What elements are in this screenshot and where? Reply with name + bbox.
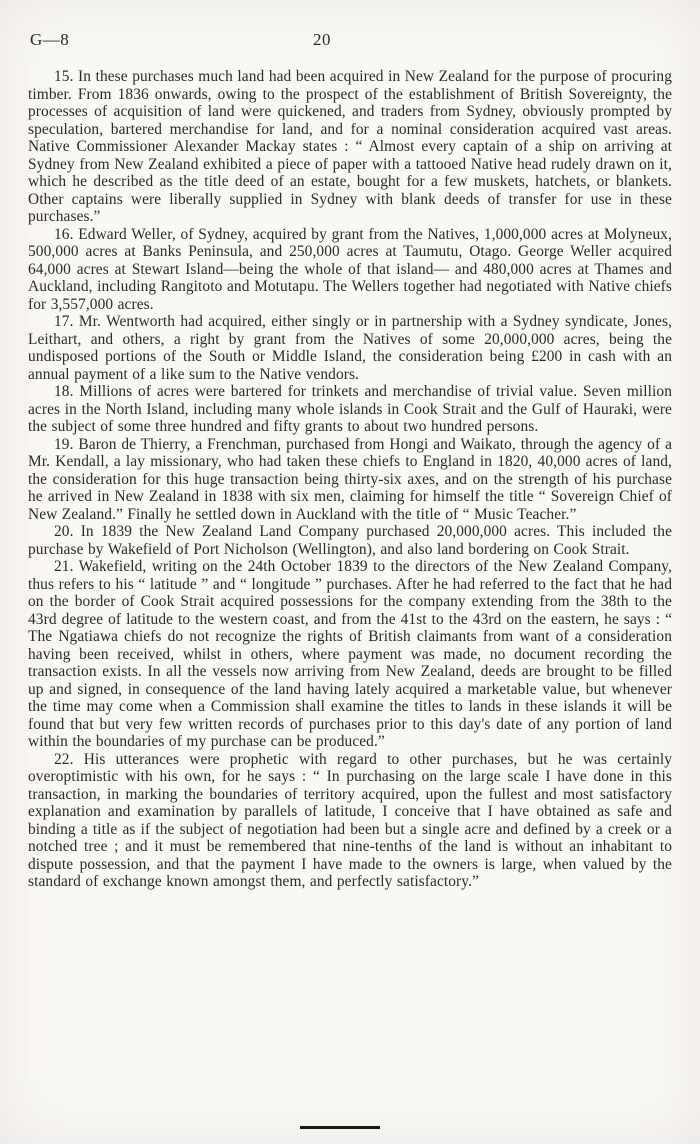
paragraph-15: 15. In these purchases much land had been acquired in New Zealand for the purpose of procuring timber. From 1836 onwards, owing to the prospect of the establishment of British Sovereignty, the processes of acquisition of land were quickened, and traders from Sydney, obviously prompted by speculation, bartered merchandise for land, and for a nominal consideration acquired vast areas. Native Commissioner Alexander Mackay states : “ Almost every captain of a ship on arriving at Sydney from New Zealand exhibited a piece of paper with a tattooed Native head rudely drawn on it, which he described as the title deed of an estate, bought for a few muskets, hatchets, or blankets. Other captains were liberally supplied in Sydney with blank deeds of transfer for use in these purchases.” bbox=[28, 68, 672, 225]
footer-rule bbox=[300, 1126, 380, 1129]
paragraph-17: 17. Mr. Wentworth had acquired, either singly or in partnership with a Sydney syndicate, Jones, Leithart, and others, a right by grant from the Natives of some 20,000,000 acres, being the undisposed portions of the South or Middle Island, the consideration being £200 in cash with an annual payment of a like sum to the Native vendors. bbox=[28, 313, 672, 383]
paragraph-21: 21. Wakefield, writing on the 24th October 1839 to the directors of the New Zealand Company, thus refers to his “ latitude ” and “ longitude ” purchases. After he had referred to the fact that he had on the border of Cook Strait acquired possessions for the company extending from the 38th to the 43rd degree of latitude to the western coast, and from the 41st to the 43rd on the eastern, he says : “ The Ngatiawa chiefs do not recognize the rights of British claimants from want of a consideration having been received, whilst in others, where payment was made, no document recording the transaction exists. In all the vessels now arriving from New Zealand, deeds are brought to be filled up and signed, in consequence of the land having lately acquired a marketable value, but whenever the time may come when a Commission shall examine the titles to lands in these islands it will be found that but very few written records of purchases prior to this day's date of any portion of land within the boundaries of my purchase can be produced.” bbox=[28, 558, 672, 750]
section-signature: G—8 bbox=[30, 30, 70, 49]
paragraph-16: 16. Edward Weller, of Sydney, acquired by grant from the Natives, 1,000,000 acres at Molyneux, 500,000 acres at Banks Peninsula, and 250,000 acres at Taumutu, Otago. George Weller acquired 64,000 acres at Stewart Island—being the whole of that island— and 480,000 acres at Thames and Auckland, including Rangitoto and Motutapu. The Wellers together had negotiated with Native chiefs for 3,557,000 acres. bbox=[28, 225, 672, 313]
page-header bbox=[28, 30, 672, 54]
page-number: 20 bbox=[313, 30, 331, 49]
paragraph-22: 22. His utterances were prophetic with regard to other purchases, but he was certainly overoptimistic with his own, for he says : “ In purchasing on the large scale I have done in this transaction, in marking the boundaries of territory acquired, upon the fullest and most satisfactory explanation and examination by parallels of latitude, I conceive that I have obtained as safe and binding a title as if the subject of negotiation had been but a single acre and defined by a creek or a notched tree ; and it must be remembered that nine-tenths of the land is without an inhabitant to dispute possession, and that the payment I have made to the owners is large, when valued by the standard of exchange known amongst them, and perfectly satisfactory.” bbox=[28, 750, 672, 890]
paragraph-18: 18. Millions of acres were bartered for trinkets and merchandise of trivial value. Seven million acres in the North Island, including many whole islands in Cook Strait and the Gulf of Hauraki, were the subject of some three hundred and fifty grants to about two hundred persons. bbox=[28, 383, 672, 435]
paragraph-20: 20. In 1839 the New Zealand Land Company purchased 20,000,000 acres. This included the purchase by Wakefield of Port Nicholson (Wellington), and also land bordering on Cook Strait. bbox=[28, 523, 672, 558]
document-body bbox=[28, 68, 672, 891]
paragraph-19: 19. Baron de Thierry, a Frenchman, purchased from Hongi and Waikato, through the agency of a Mr. Kendall, a lay missionary, who had taken these chiefs to England in 1820, 40,000 acres of land, the consideration for this huge transaction being thirty-six axes, and on the strength of his purchase he arrived in New Zealand in 1838 with six men, claiming for himself the title “ Sovereign Chief of New Zealand.” Finally he settled down in Auckland with the title of “ Music Teacher.” bbox=[28, 435, 672, 523]
